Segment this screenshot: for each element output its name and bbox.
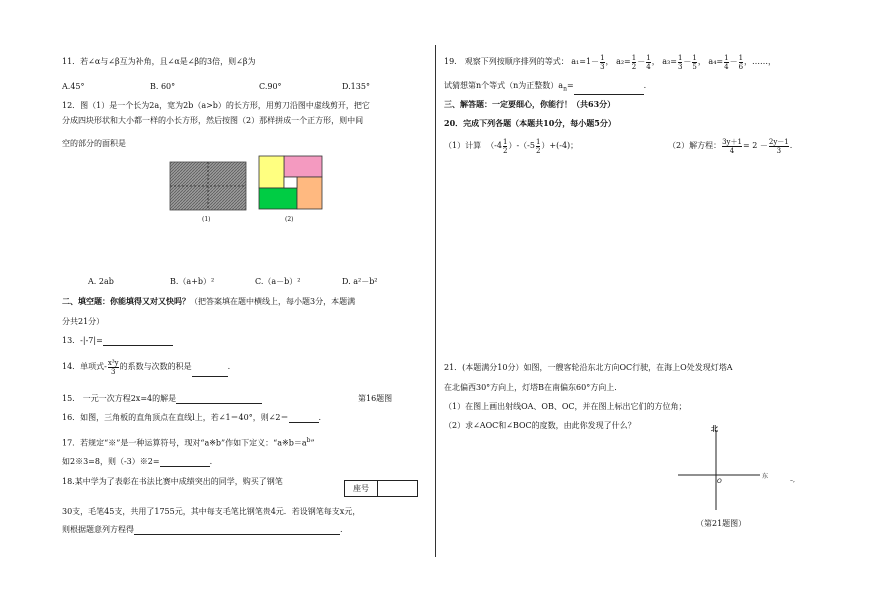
seat-number-input[interactable] bbox=[378, 481, 417, 496]
q12-figure-2-yellow bbox=[259, 156, 284, 188]
q18-period: . bbox=[340, 525, 343, 534]
q18-line1: 18.某中学为了表彰在书法比赛中成绩突出的同学，购买了钢笔 bbox=[62, 477, 283, 486]
q16-figure-caption: 第16题图 bbox=[358, 394, 393, 403]
q12-option-a: A. 2ab bbox=[88, 277, 114, 286]
q16-answer-blank[interactable] bbox=[289, 413, 319, 423]
q21-north-label: 北 bbox=[711, 425, 718, 433]
q14-period: . bbox=[227, 362, 231, 371]
q19-term-3: a₃= $\frac{1}{3}$ － $\frac{1}{5}$ bbox=[662, 53, 697, 71]
q18-answer-blank[interactable] bbox=[134, 525, 340, 535]
q14-fraction bbox=[108, 359, 119, 376]
q21-figure-caption: （第21题图） bbox=[696, 519, 747, 528]
q21-line4: （2）求∠AOC和∠BOC的度数，由此你发现了什么？ bbox=[444, 421, 636, 430]
section-2-line2: 分共21分） bbox=[62, 317, 105, 326]
q19-line1: 19. 观察下列按顺序排列的等式： a₁=1－ $\frac{1}{3}$ ， a₂= $\frac{1}{2}$ － $\frac{1}{4}$ ， a₃= $\frac{1}{3}$ － $\frac{1}{5}$ ， a₄= $\frac{1}{4}$ － $\frac{1}{6}$ ，……， bbox=[444, 53, 777, 71]
q20-part1: （1）计算 （-4 $\frac{1}{2}$ ）-（-5 $\frac{1}{2}$ ）+(-4)； bbox=[444, 137, 579, 155]
q18-line3 bbox=[62, 524, 343, 535]
q12-figure-1 bbox=[168, 160, 248, 212]
q12-line2: 分成四块形状和大小都一样的小长方形，然后按图（2）那样拼成一个正方形，则中间 bbox=[62, 116, 364, 125]
q19-label: 19. 观察下列按顺序排列的等式： bbox=[444, 57, 569, 66]
q15-stem: 15. 一元一次方程2x=4的解是 bbox=[62, 394, 177, 403]
q20-part2: （2）解方程： $\frac{3y+1}{4}$ = 2 － $\frac{2y-1}{3}$ . bbox=[668, 137, 793, 155]
q13-stem: 13．-|-7|= bbox=[62, 336, 103, 345]
section-3-title: 三、解答题：一定要细心，你能行！（共63分） bbox=[444, 99, 616, 109]
q17-line2 bbox=[62, 456, 212, 467]
q20-part2-label: （2）解方程： bbox=[668, 141, 722, 150]
q19-equals: = bbox=[566, 81, 574, 90]
q17-answer-blank[interactable] bbox=[160, 457, 210, 467]
q19-period: . bbox=[643, 81, 647, 90]
column-divider bbox=[435, 45, 436, 557]
q21-line3: （1）在图上画出射线OA、OB、OC，并在图上标出它们的方位角； bbox=[444, 402, 687, 411]
q12-figure-2-label: (2) bbox=[285, 216, 294, 223]
q16-period: . bbox=[318, 413, 322, 422]
q11-option-a: A.45° bbox=[62, 82, 85, 91]
q19-subscript: n bbox=[563, 85, 567, 93]
q17-line1 bbox=[62, 435, 315, 449]
q21-stray-mark: –, bbox=[790, 477, 795, 484]
q13-text bbox=[62, 335, 173, 346]
section-2-heading: 二、填空题：你能填得又对又快吗？ bbox=[62, 296, 190, 306]
q12-figure-2-pink bbox=[284, 156, 322, 177]
q15-answer-blank[interactable] bbox=[176, 394, 262, 404]
section-2-title bbox=[62, 296, 355, 307]
seat-number-label: 座号 bbox=[345, 481, 378, 496]
q15-text bbox=[62, 393, 262, 404]
q12-option-d: D. a²－b² bbox=[342, 277, 378, 286]
q17-period: . bbox=[209, 457, 213, 466]
q21-east-label: 东 bbox=[762, 473, 769, 480]
q18-prompt: 则根据题意列方程得 bbox=[62, 525, 134, 534]
q16-text bbox=[62, 412, 321, 423]
q11-option-d: D.135° bbox=[342, 82, 370, 91]
q14-prefix: 14．单项式- bbox=[62, 362, 107, 371]
q11-option-c: C.90° bbox=[259, 82, 282, 91]
q12-line1: 12．图（1）是一个长为2a，宽为2b（a>b）的长方形，用剪刀沿图中虚线剪开，把它 bbox=[62, 101, 370, 110]
q13-answer-blank[interactable] bbox=[103, 336, 173, 346]
q14-numerator: x³y bbox=[107, 358, 119, 367]
q12-option-c: C.（a－b）² bbox=[255, 277, 301, 286]
q21-line1: 21．(本题满分10分）如图，一艘客轮沿东北方向OC行驶，在海上O处发现灯塔A bbox=[444, 363, 733, 372]
q17-quote-end: ” bbox=[310, 438, 315, 448]
q14-text bbox=[62, 357, 230, 377]
q19-ellipsis: ，……， bbox=[744, 57, 777, 66]
q14-denominator: 3 bbox=[108, 367, 119, 376]
q19-answer-blank[interactable] bbox=[574, 85, 644, 95]
seat-number-box bbox=[344, 480, 418, 497]
q21-figure bbox=[660, 420, 810, 520]
q21-line2: 在北偏西30°方向上，灯塔B在南偏东60°方向上． bbox=[444, 383, 623, 392]
q12-option-b: B.（a+b）² bbox=[170, 277, 215, 286]
q17-definition: 17．若规定“※”是一种运算符号，现对“a※b”作如下定义：“a※b＝a bbox=[62, 438, 307, 448]
q19-guess-prompt: 试猜想第n个等式（n为正整数）a bbox=[444, 81, 564, 90]
q19-line2 bbox=[444, 80, 646, 95]
q19-term-4: a₄= $\frac{1}{4}$ － $\frac{1}{6}$ bbox=[708, 53, 744, 71]
q12-figure-2-hole bbox=[284, 177, 297, 188]
q17-example: 如2※3=8，则（-3）※2= bbox=[62, 457, 160, 466]
q20-part1-label: （1）计算 bbox=[444, 141, 482, 150]
q12-figure-2-orange bbox=[297, 177, 322, 209]
q12-figure-2 bbox=[258, 155, 324, 211]
q18-line2: 30支，毛笔45支，共用了1755元，其中每支毛笔比钢笔贵4元．若设钢笔每支x元， bbox=[62, 507, 361, 516]
q20-title: 20．完成下列各题（本题共10分，每小题5分） bbox=[444, 118, 616, 128]
q17-exponent: b bbox=[306, 437, 311, 444]
q11-option-b: B. 60° bbox=[150, 82, 176, 91]
q19-term-1: a₁=1－ $\frac{1}{3}$ bbox=[571, 53, 605, 71]
q21-origin-label: O bbox=[717, 478, 722, 485]
q14-answer-blank[interactable] bbox=[192, 367, 228, 377]
q12-figure-2-green bbox=[259, 188, 297, 209]
q11-stem: 11．若∠α与∠β互为补角，且∠α是∠β的3倍，则∠β为 bbox=[62, 57, 256, 66]
q12-line3: 空的部分的面积是 bbox=[62, 139, 126, 148]
q14-suffix: 的系数与次数的积是 bbox=[119, 362, 192, 371]
section-2-instructions: （把答案填在题中横线上，每小题3分，本题满 bbox=[190, 297, 356, 306]
q12-figure-1-label: (1) bbox=[202, 216, 211, 223]
q16-stem: 16．如图，三角板的直角顶点在直线l上，若∠1＝40°，则∠2＝ bbox=[62, 413, 289, 422]
q19-term-2: a₂= $\frac{1}{2}$ － $\frac{1}{4}$ bbox=[616, 53, 651, 71]
